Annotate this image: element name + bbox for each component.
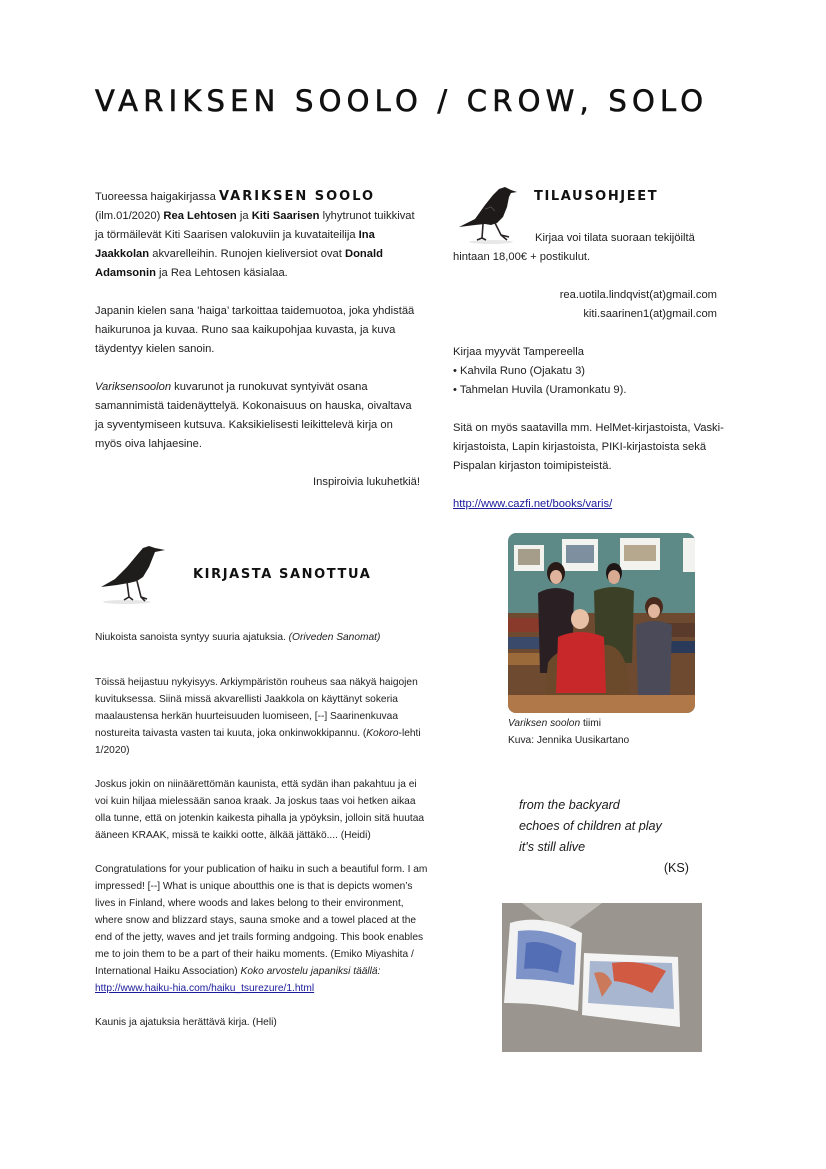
order-email[interactable]: rea.uotila.lindqvist(at)gmail.com <box>559 289 717 301</box>
closing-line: Inspiroivia lukuhetkiä! <box>313 476 420 488</box>
quote-text: Niukoista sanoista syntyy suuria ajatuksia. <box>95 632 289 643</box>
author-name: Rea Lehtosen <box>163 210 237 222</box>
intro-section <box>95 187 420 492</box>
author-name: Kiti Saarisen <box>251 210 320 222</box>
quote-source: -lehti 1/2020) <box>95 728 421 756</box>
haiku-line: echoes of children at play <box>519 819 662 833</box>
book-title-italic: Variksensoolon <box>95 381 172 393</box>
intro-text: kuvarunot ja runokuvat syntyivät osana samannimistä taidenäyttelyä. Kokonaisuus on hauska, oivaltava ja syventymiseen kutsuva. Kaksikielisesti leikittelevä kirja on myös oiva lahjaesine. <box>95 381 412 450</box>
page-title: VARIKSEN SOOLO / CROW, SOLO <box>95 84 709 118</box>
team-photo <box>508 533 695 713</box>
photo-credit: Kuva: Jennika Uusikartano <box>508 735 630 746</box>
quote: Kaunis ja ajatuksia herättävä kirja. (Heli) <box>95 1017 277 1028</box>
sellers-intro: Kirjaa myyvät Tampereella <box>453 346 584 358</box>
intro-text: (ilm.01/2020) <box>95 210 164 222</box>
quote-text: Töissä heijastuu nykyisyys. Arkiympäristön rouheus saa näkyä haigojen kuvituksessa. Siinä missä akvarellisti Jaakkola on käyttänyt sokeria maalaustensa herkän huurteisuuden luomiseen, [--] Saarinenkuvaa nostureita taivasta vasten tai kuuta, joka onkinwokkipannu. ( <box>95 677 418 739</box>
translator-name: Donald Adamsonin <box>95 248 383 279</box>
quote-note: Koko arvostelu japaniksi täällä: <box>240 966 381 977</box>
quote-source: (Oriveden Sanomat) <box>288 632 381 643</box>
intro-paragraph-3 <box>95 378 420 454</box>
caption-text: tiimi <box>580 718 602 729</box>
haiku <box>519 795 689 879</box>
book-photo <box>502 903 702 1052</box>
order-email[interactable]: kiti.saarinen1(at)gmail.com <box>583 308 717 320</box>
intro-text: Tuoreessa haigakirjassa <box>95 191 219 203</box>
seller-item: • Kahvila Runo (Ojakatu 3) <box>453 365 586 377</box>
book-link[interactable]: http://www.cazfi.net/books/varis/ <box>453 498 613 510</box>
intro-paragraph-2: Japanin kielen sana ’haiga’ tarkoittaa taidemuotoa, joka yhdistää haikurunoa ja kuvaa. Runo saa kaikupohjaa kuvasta, ja kuva täydentyy kielen sanoin. <box>95 305 415 355</box>
said-section <box>95 629 430 1031</box>
quote <box>95 629 430 646</box>
caption-line <box>508 715 708 732</box>
intro-text: ja Rea Lehtosen käsialaa. <box>155 267 288 279</box>
intro-text: akvarelleihin. Runojen kieliversiot ovat <box>149 248 345 260</box>
intro-text: lyhytrunot tuikkivat ja törmäilevät Kiti Saarisen valokuviin ja kuvataiteilija <box>95 210 415 241</box>
order-price: hintaan 18,00€ + postikulut. <box>453 251 591 263</box>
order-text: Kirjaa voi tilata suoraan tekijöiltä <box>535 232 695 244</box>
crow-icon <box>97 543 167 605</box>
intro-paragraph-1 <box>95 187 420 283</box>
said-heading: KIRJASTA SANOTTUA <box>193 567 372 582</box>
quote <box>95 861 430 997</box>
seller-item: • Tahmelan Huvila (Uramonkatu 9). <box>453 384 627 396</box>
order-heading: TILAUSOHJEET <box>534 189 659 204</box>
order-section <box>453 229 743 514</box>
caption-italic: Variksen soolon <box>508 718 581 729</box>
quote <box>95 674 430 759</box>
photo-caption <box>508 715 708 749</box>
artist-name: Ina Jaakkolan <box>95 229 375 260</box>
haiku-author: (KS) <box>663 861 689 875</box>
book-title: VARIKSEN SOOLO <box>218 189 376 204</box>
quote: Joskus jokin on niinäärettömän kaunista, että sydän ihan pakahtuu ja ei voi kuin hiljaa mielessään sanoa kraak. Ja joskus taas voi hetken aikaa olla tunne, että on jotenkin kaikesta pihalla ja ypöyksin, jolloin sitä huutaa ääneen KRAAK, missä te kaikki ootte, älkää jättäkö.... (Heidi) <box>95 779 425 841</box>
intro-text: ja <box>236 210 252 222</box>
quote-source: Kokoro <box>366 728 399 739</box>
quote-text: Congratulations for your publication of haiku in such a beautiful form. I am impressed! [--] What is unique aboutthis one is that is depicts women’s lives in Finland, where woods and lakes belong to their environment, where snow and blizzard stays, sauna smoke and a towel placed at the end of the jetty, waves and jet trails forming andgoing. This book enables me to join them to be a part of their haiku moments. (Emiko Miyashita / International Haiku Association) <box>95 864 428 977</box>
haiku-line: from the backyard <box>519 798 620 812</box>
review-link[interactable]: http://www.haiku-hia.com/haiku_tsurezure/1.html <box>95 983 315 994</box>
libraries-text: Sitä on myös saatavilla mm. HelMet-kirjastoista, Vaski-kirjastoista, Lapin kirjastoista, PIKI-kirjastoista sekä Pispalan kirjaston toimipisteistä. <box>453 422 724 472</box>
haiku-line: it's still alive <box>519 840 586 854</box>
